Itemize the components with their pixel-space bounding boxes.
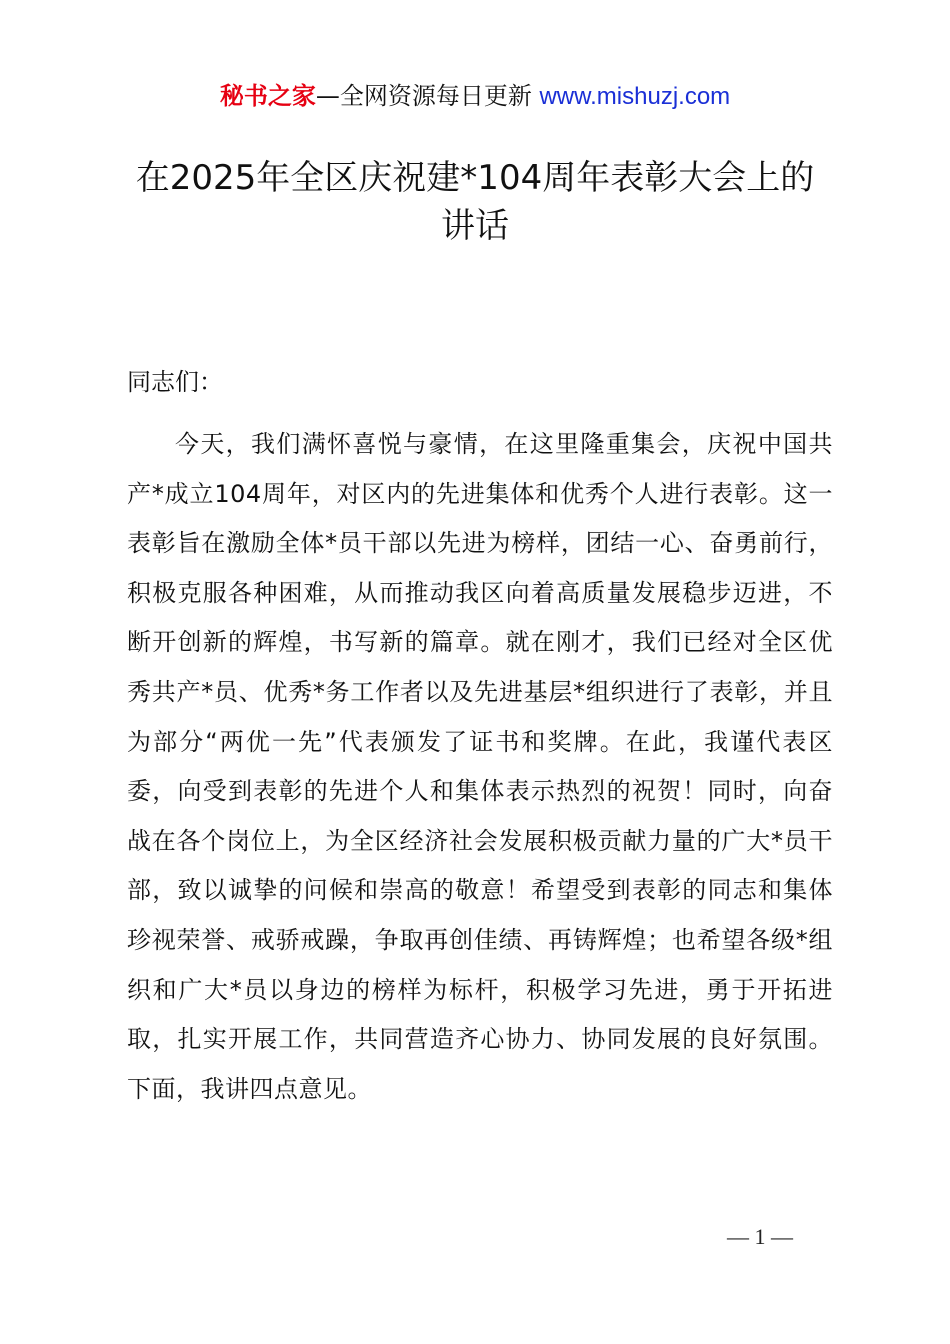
page-number: — 1 —	[727, 1224, 793, 1249]
salutation: 同志们：	[127, 368, 223, 396]
header-tagline: —全网资源每日更新	[315, 82, 532, 110]
site-url-link[interactable]: www.mishuzj.com	[539, 83, 731, 110]
site-header	[0, 80, 950, 113]
document-title: 在2025年全区庆祝建*104周年表彰大会上的讲话	[135, 158, 815, 246]
brand-name: 秘书之家	[219, 82, 316, 110]
body-paragraph: 今天，我们满怀喜悦与豪情，在这里隆重集会，庆祝中国共产*成立104周年，对区内的先进集体和优秀个人进行表彰。这一表彰旨在激励全体*员干部以先进为榜样，团结一心、奋勇前行，积极克服各种困难，从而推动我区向着高质量发展稳步迈进，不断开创新的辉煌，书写新的篇章。就在刚才，我们已经对全区优秀共产*员、优秀*务工作者以及先进基层*组织进行了表彰，并且为部分“两优一先”代表颁发了证书和奖牌。在此，我谨代表区委，向受到表彰的先进个人和集体表示热烈的祝贺！同时，向奋战在各个岗位上，为全区经济社会发展积极贡献力量的广大*员干部，致以诚挚的问候和崇高的敬意！希望受到表彰的同志和集体珍视荣誉、戒骄戒躁，争取再创佳绩、再铸辉煌；也希望各级*组织和广大*员以身边的榜样为标杆，积极学习先进，勇于开拓进取，扎实开展工作，共同营造齐心协力、协同发展的良好氛围。下面，我讲四点意见。	[127, 430, 833, 1103]
